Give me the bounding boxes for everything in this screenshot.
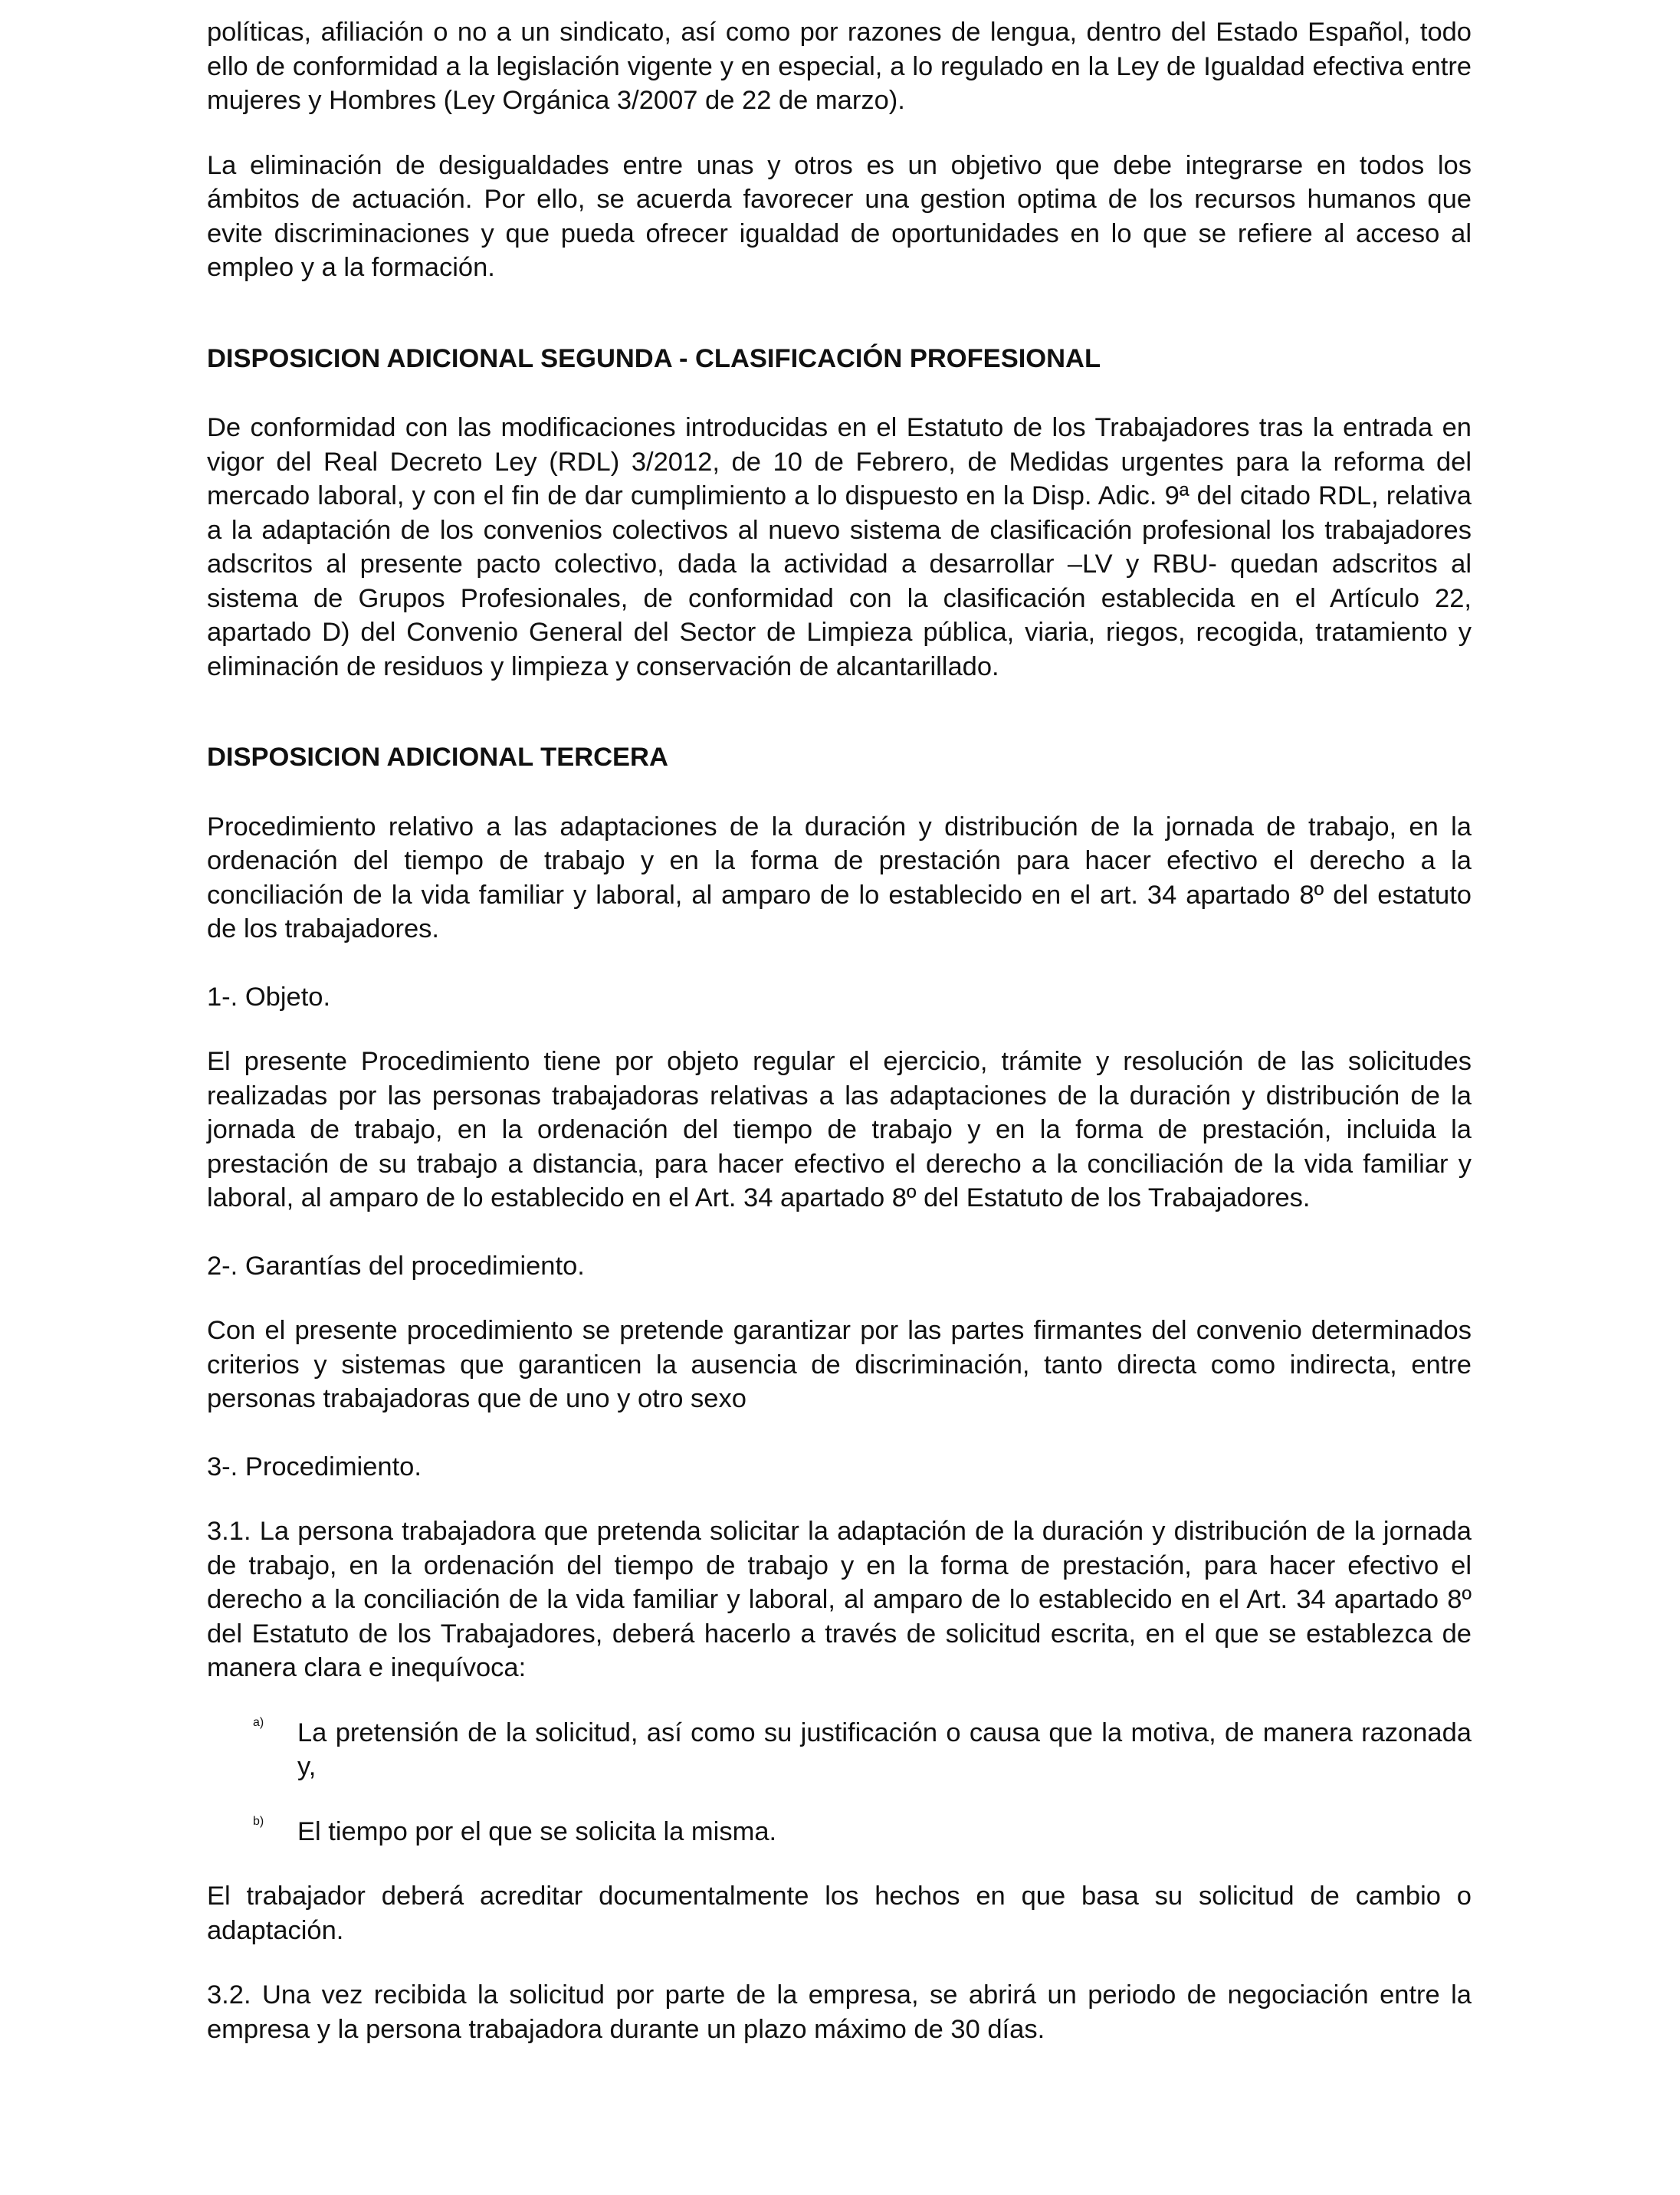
list-item-text: La pretensión de la solicitud, así como su justificación o causa que la motiva, de manera razonada y, — [297, 1718, 1472, 1781]
heading-disposicion-segunda: DISPOSICION ADICIONAL SEGUNDA - CLASIFICACIÓN PROFESIONAL — [207, 343, 1101, 373]
paragraph-intro-1: políticas, afiliación o no a un sindicato, así como por razones de lengua, dentro del Estado Español, todo ello de conformidad a la legislación vigente y en especial, a lo regulado en la Ley de Igualdad efectiva entre mujeres y Hombres (Ley Orgánica 3/2007 de 22 de marzo). — [207, 18, 1472, 115]
paragraph-acreditar: El trabajador deberá acreditar documentalmente los hechos en que basa su solicitud de cambio o adaptación. — [207, 1882, 1472, 1945]
document-page — [207, 15, 1472, 2046]
paragraph-segunda: De conformidad con las modificaciones introducidas en el Estatuto de los Trabajadores tras la entrada en vigor del Real Decreto Ley (RDL) 3/2012, de 10 de Febrero, de Medidas urgentes para la reforma del mercado laboral, y con el fin de dar cumplimiento a lo dispuesto en la Disp. Adic. 9ª del citado RDL, relativa a la adaptación de los convenios colectivos al nuevo sistema de clasificación profesional los trabajadores adscritos al presente pacto colectivo, dada la actividad a desarrollar –LV y RBU- quedan adscritos al sistema de Grupos Profesionales, de conformidad con la clasificación establecida en el Artículo 22, apartado D) del Convenio General del Sector de Limpieza pública, viaria, riegos, recogida, tratamiento y eliminación de residuos y limpieza y conservación de alcantarillado. — [207, 413, 1472, 681]
paragraph-tercera-intro: Procedimiento relativo a las adaptaciones de la duración y distribución de la jornada de trabajo, en la ordenación del tiempo de trabajo y en la forma de prestación para hacer efectivo el derecho a la conciliación de la vida familiar y laboral, al amparo de lo establecido en el art. 34 apartado 8º del estatuto de los trabajadores. — [207, 812, 1472, 943]
paragraph-3-2: 3.2. Una vez recibida la solicitud por parte de la empresa, se abrirá un periodo de negociación entre la empresa y la persona trabajadora durante un plazo máximo de 30 días. — [207, 1980, 1472, 2044]
subheading-procedimiento: 3-. Procedimiento. — [207, 1452, 422, 1481]
paragraph-objeto: El presente Procedimiento tiene por objeto regular el ejercicio, trámite y resolución de las solicitudes realizadas por las personas trabajadoras relativas a las adaptaciones de la duración y distribución de la jornada de trabajo, en la ordenación del tiempo de trabajo y en la forma de prestación, incluida la prestación de su trabajo a distancia, para hacer efectivo el derecho a la conciliación de la vida familiar y laboral, al amparo de lo establecido en el Art. 34 apartado 8º del Estatuto de los Trabajadores. — [207, 1047, 1472, 1212]
subheading-garantias: 2-. Garantías del procedimiento. — [207, 1251, 585, 1281]
list-marker: b) — [253, 1814, 264, 1828]
heading-disposicion-tercera: DISPOSICION ADICIONAL TERCERA — [207, 743, 668, 772]
subheading-objeto: 1-. Objeto. — [207, 982, 331, 1012]
paragraph-3-1: 3.1. La persona trabajadora que pretenda solicitar la adaptación de la duración y distribución de la jornada de trabajo, en la ordenación del tiempo de trabajo y en la forma de prestación, para hacer efectivo el derecho a la conciliación de la vida familiar y laboral, al amparo de lo establecido en el Art. 34 apartado 8º del Estatuto de los Trabajadores, deberá hacerlo a través de solicitud escrita, en el que se establezca de manera clara e inequívoca: — [207, 1517, 1472, 1682]
list-item-text: El tiempo por el que se solicita la misma. — [297, 1816, 777, 1846]
list-item — [207, 1815, 1472, 1849]
list-item — [207, 1716, 1472, 1784]
list-marker: a) — [253, 1715, 264, 1729]
paragraph-intro-2: La eliminación de desigualdades entre unas y otros es un objetivo que debe integrarse en todos los ámbitos de actuación. Por ello, se acuerda favorecer una gestion optima de los recursos humanos que evite discriminaciones y que pueda ofrecer igualdad de oportunidades en lo que se refiere al acceso al empleo y a la formación. — [207, 150, 1472, 282]
paragraph-garantias: Con el presente procedimiento se pretende garantizar por las partes firmantes del convenio determinados criterios y sistemas que garanticen la ausencia de discriminación, tanto directa como indirecta, entre personas trabajadoras que de uno y otro sexo — [207, 1316, 1472, 1413]
